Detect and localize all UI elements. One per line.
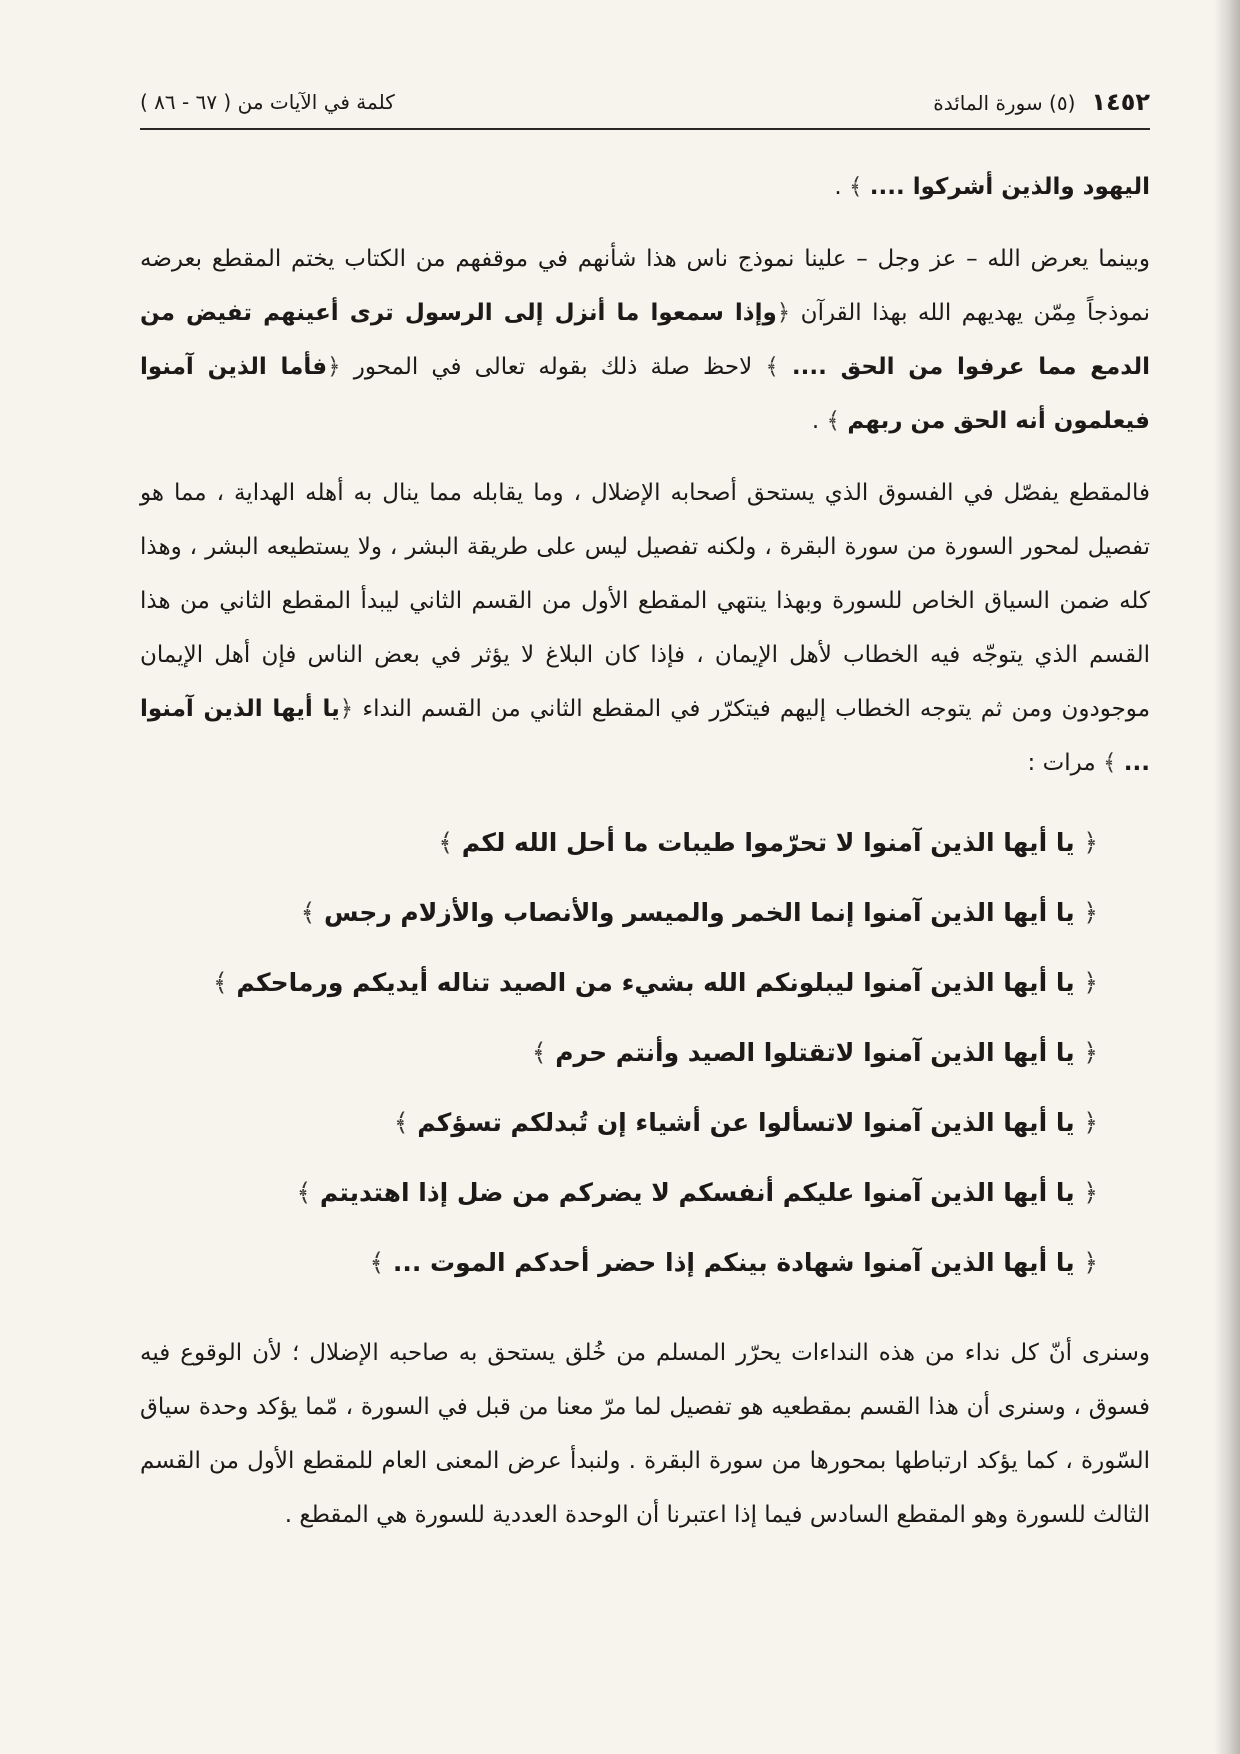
paragraph-text: وبينما يعرض الله – عز وجل – علينا نموذج ناس هذا شأنهم في موقفهم من الكتاب يختم المقطع بعرضه نموذجاً مِمّن يهديهم الله بهذا القرآن [140, 246, 1151, 326]
quote-text: فأما الذين آمنوا فيعلمون أنه الحق من ربهم [140, 354, 1150, 434]
verse-line [140, 1158, 1098, 1228]
paragraph-text: مرات : [1027, 750, 1096, 776]
paragraph-text: لاحظ صلة ذلك بقوله تعالى في المحور [353, 354, 753, 380]
page-body [140, 160, 1150, 1560]
header-divider [140, 128, 1150, 130]
paragraph-believers-example [140, 232, 1150, 448]
closing-bracket: ﴾ [296, 1178, 312, 1207]
opening-bracket: ﴿ [1083, 898, 1098, 927]
opening-bracket: ﴿ [1083, 1248, 1098, 1277]
verse-line [140, 1018, 1098, 1088]
verse-text: يا أيها الذين آمنوا لاتقتلوا الصيد وأنتم حرم [555, 1038, 1075, 1067]
quote-text: وإذا سمعوا ما أنزل إلى الرسول ترى أعينهم تفيض من الدمع مما عرفوا من الحق .... [140, 300, 1151, 380]
opening-bracket: ﴿ [1083, 1108, 1098, 1137]
opening-bracket: ﴿ [1083, 828, 1098, 857]
verse-text: يا أيها الذين آمنوا شهادة بينكم إذا حضر أحدكم الموت ... [392, 1248, 1075, 1277]
verse-text: يا أيها الذين آمنوا ليبلونكم الله بشيء من الصيد تناله أيديكم ورماحكم [236, 968, 1075, 997]
sentence-end: . [834, 174, 842, 200]
closing-bracket: ﴾ [1102, 750, 1117, 776]
verse-line [140, 808, 1098, 878]
closing-bracket: ﴾ [531, 1038, 547, 1067]
closing-bracket: ﴾ [848, 174, 863, 200]
verse-text: يا أيها الذين آمنوا إنما الخمر والميسر والأنصاب والأزلام رجس [323, 898, 1075, 927]
opening-bracket: ﴿ [776, 300, 791, 326]
verse-text: يا أيها الذين آمنوا لاتسألوا عن أشياء إن تُبدلكم تسؤكم [417, 1108, 1075, 1137]
closing-bracket: ﴾ [765, 354, 779, 380]
verse-line [140, 878, 1098, 948]
paragraph-section-summary [140, 466, 1150, 790]
closing-bracket: ﴾ [438, 828, 454, 857]
verse-text: يا أيها الذين آمنوا لا تحرّموا طيبات ما أحل الله لكم [461, 828, 1075, 857]
surah-title: (٥) سورة المائدة [933, 91, 1076, 115]
quote-text: اليهود والذين أشركوا .... [869, 174, 1150, 200]
opening-bracket: ﴿ [1083, 968, 1098, 997]
paragraph-text: وسنرى أنّ كل نداء من هذه النداءات يحرّر المسلم من خُلق يستحق به صاحبه الإضلال ؛ لأن الوقوع فيه فسوق ، وسنرى أن هذا القسم بمقطعيه هو تفصيل لما مرّ معنا من قبل في السورة ، مّما يؤكد وحدة سياق السّورة ، كما يؤكد ارتباطها بمحورها من سورة البقرة . ولنبدأ عرض المعنى العام للمقطع الأول من القسم الثالث للسورة وهو المقطع السادس فيما إذا اعتبرنا أن الوحدة العددية للسورة هي المقطع . [140, 1340, 1150, 1528]
verse-text: يا أيها الذين آمنوا عليكم أنفسكم لا يضركم من ضل إذا اهتديتم [319, 1178, 1075, 1207]
closing-bracket: ﴾ [300, 898, 316, 927]
verse-line [140, 1088, 1098, 1158]
page-header [140, 82, 1150, 122]
page-edge-shadow [1214, 0, 1240, 1754]
opening-bracket: ﴿ [1083, 1178, 1098, 1207]
closing-bracket: ﴾ [369, 1248, 385, 1277]
opening-bracket: ﴿ [1083, 1038, 1098, 1067]
closing-bracket: ﴾ [826, 408, 841, 434]
page-number: ١٤٥٢ [1091, 88, 1150, 116]
verse-list [140, 808, 1150, 1298]
section-title: كلمة في الآيات من ( ٦٧ - ٨٦ ) [140, 90, 395, 114]
opening-bracket: ﴿ [339, 696, 354, 722]
paragraph-conclusion [140, 1326, 1150, 1542]
closing-bracket: ﴾ [393, 1108, 409, 1137]
verse-line [140, 1228, 1098, 1298]
verse-line [140, 948, 1098, 1018]
opening-bracket: ﴿ [327, 354, 341, 380]
paragraph-continuation [140, 160, 1150, 214]
quote-text: يا أيها الذين آمنوا ... [140, 696, 1150, 776]
closing-bracket: ﴾ [213, 968, 228, 997]
paragraph-text: فالمقطع يفصّل في الفسوق الذي يستحق أصحابه الإضلال ، وما يقابله مما ينال به أهله الهداية ، مما هو تفصيل لمحور السورة من سورة البقرة ، ولكنه تفصيل ليس على طريقة البشر ، ولا يستطيعه البشر ، وهذا كله ضمن السياق الخاص للسورة وبهذا ينتهي المقطع الأول من القسم الثاني ليبدأ المقطع الثاني من هذا القسم الذي يتوجّه فيه الخطاب لأهل الإيمان ، فإذا كان البلاغ لا يؤثر في بعض الناس فإن أهل الإيمان موجودون ومن ثم يتوجه الخطاب إليهم فيتكرّر في المقطع الثاني من القسم النداء [140, 480, 1151, 722]
header-right-group [933, 88, 1150, 116]
sentence-end: . [811, 408, 820, 434]
